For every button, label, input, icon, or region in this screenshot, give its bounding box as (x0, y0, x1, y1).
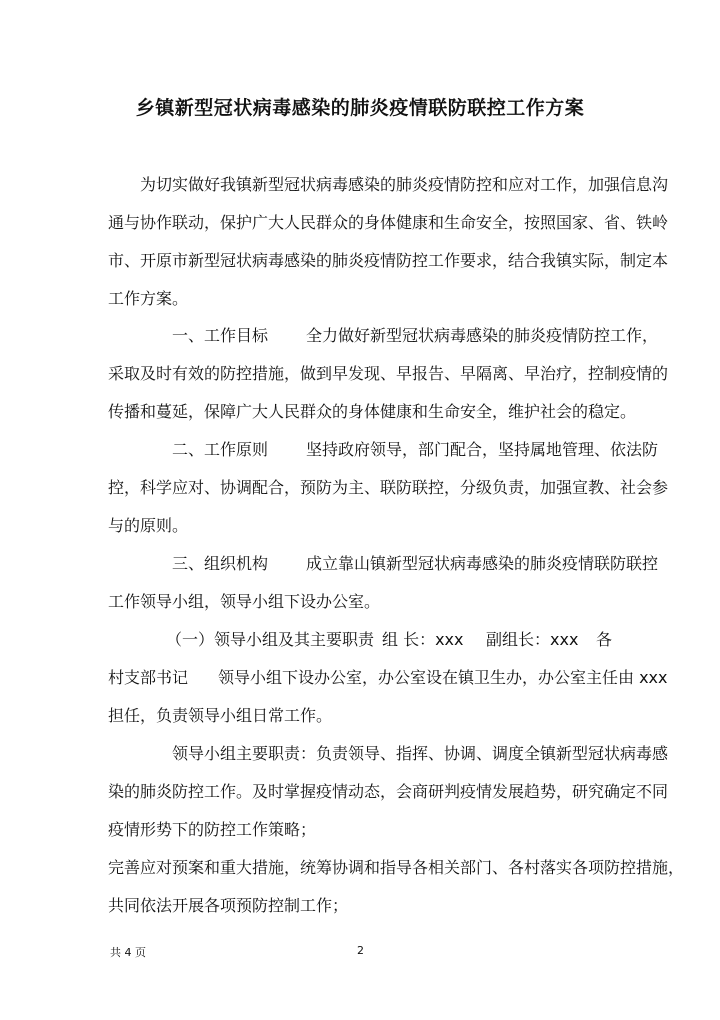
members-prefix: 各 (596, 630, 613, 649)
intro-line-2: 通与协作联动，保护广大人民群众的身体健康和生命安全，按照国家、省、铁岭 (108, 213, 669, 232)
page-title: 乡镇新型冠状病毒感染的肺炎疫情联防联控工作方案 (135, 97, 585, 119)
duties2-line-2: 共同依法开展各项预防控制工作； (108, 896, 349, 915)
section1-line-2: 采取及时有效的防控措施，做到早发现、早报告、早隔离、早治疗，控制疫情的 (108, 364, 669, 383)
members-label: 村支部书记 (108, 668, 189, 687)
section2-heading: 二、工作原则 (172, 440, 269, 459)
section3-first-line (172, 554, 659, 574)
footer-total-pages: 共 4 页 (110, 946, 146, 959)
section3-line-2: 工作领导小组，领导小组下设办公室。 (108, 592, 381, 611)
duties-line-2: 染的肺炎防控工作。及时掌握疫情动态，会商研判疫情发展趋势，研究确定不同 (108, 782, 669, 801)
duties2-line-1: 完善应对预案和重大措施，统筹协调和指导各相关部门、各村落实各项防控措施， (108, 858, 685, 877)
deputy-leader-label: 副组长：xxx (486, 630, 579, 649)
section1-heading: 一、工作目标 (172, 326, 269, 345)
section2-text: 坚持政府领导，部门配合，坚持属地管理、依法防 (306, 440, 659, 459)
intro-line-1: 为切实做好我镇新型冠状病毒感染的肺炎疫情防控和应对工作，加强信息沟 (140, 175, 669, 194)
office-line-1: 领导小组下设办公室，办公室设在镇卫生办，办公室主任由 xxx (218, 668, 668, 687)
section2-line-3: 与的原则。 (108, 516, 189, 535)
duties-line-3: 疫情形势下的防控工作策略； (108, 820, 317, 839)
section1-text: 全力做好新型冠状病毒感染的肺炎疫情防控工作， (306, 326, 659, 345)
footer-page-number: 2 (357, 944, 364, 957)
leader-label: 组 长：xxx (382, 630, 464, 649)
office-line-2: 担任，负责领导小组日常工作。 (108, 706, 333, 725)
section1-first-line (172, 326, 659, 346)
section2-line-2: 控，科学应对、协调配合，预防为主、联防联控，分级负责，加强宣教、社会参 (108, 478, 669, 497)
duties-line-1: 领导小组主要职责：负责领导、指挥、协调、调度全镇新型冠状病毒感 (172, 744, 669, 763)
section3-text: 成立靠山镇新型冠状病毒感染的肺炎疫情联防联控 (306, 554, 659, 573)
intro-line-3: 市、开原市新型冠状病毒感染的肺炎疫情防控工作要求，结合我镇实际，制定本 (108, 251, 669, 270)
section2-first-line (172, 440, 659, 460)
section1-line-3: 传播和蔓延，保障广大人民群众的身体健康和生命安全，维护社会的稳定。 (108, 402, 637, 421)
subsection1-heading: （一）领导小组及其主要职责 (166, 630, 375, 649)
intro-line-4: 工作方案。 (108, 289, 189, 308)
section3-heading: 三、组织机构 (172, 554, 269, 573)
